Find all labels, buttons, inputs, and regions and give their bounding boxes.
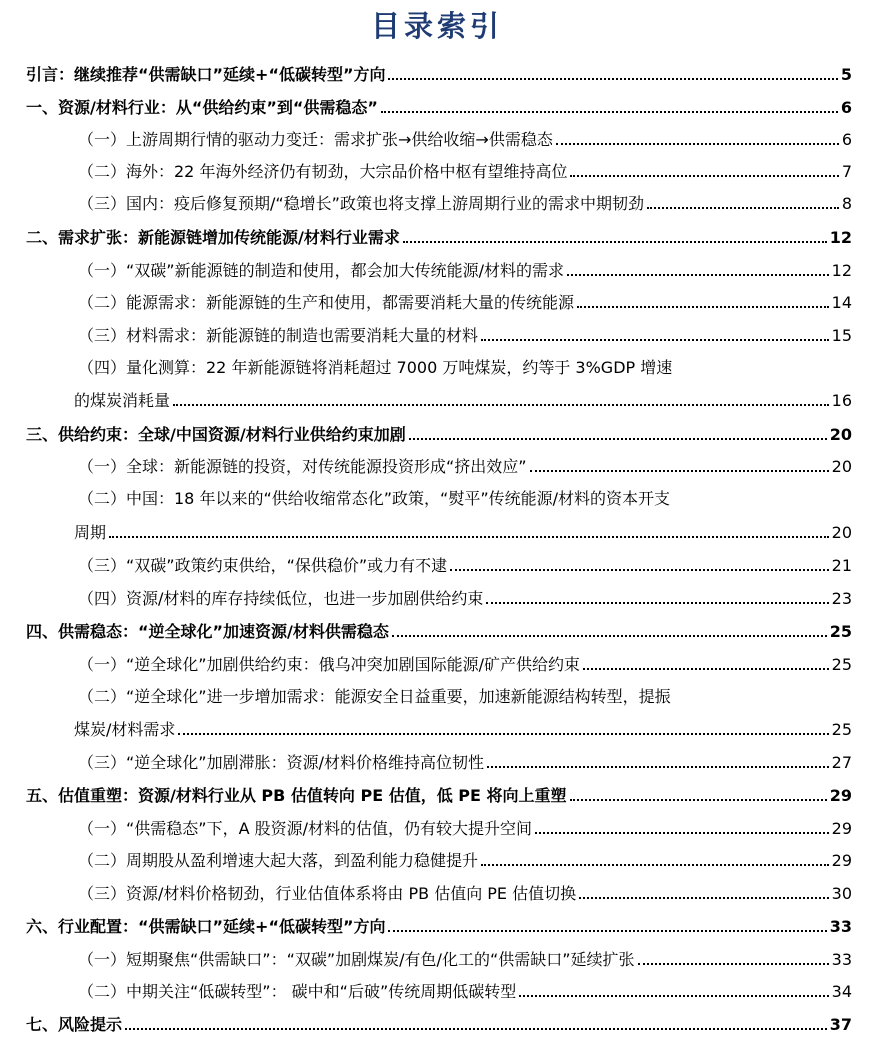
dot-leader xyxy=(481,864,829,866)
toc-page-number: 6 xyxy=(841,130,852,149)
toc-entry-text: （三）国内：疫后修复预期/“稳增长”政策也将支撑上游周期行业的需求中期韧劲 xyxy=(78,194,644,213)
toc-page-number: 29 xyxy=(829,786,852,805)
dot-leader xyxy=(535,832,829,834)
toc-entry-continuation: 煤炭/材料需求 xyxy=(74,720,176,739)
dot-leader xyxy=(647,207,839,209)
toc-entry-text: （三）资源/材料价格韧劲，行业估值体系将由 PB 估值向 PE 估值切换 xyxy=(78,884,577,903)
dot-leader xyxy=(530,470,829,472)
toc-page-number: 34 xyxy=(831,982,852,1001)
toc-entry-text: （一）“逆全球化”加剧供给约束：俄乌冲突加剧国际能源/矿产供给约束 xyxy=(78,655,580,674)
toc-entry-3-3[interactable] xyxy=(78,555,852,577)
toc-page-number: 25 xyxy=(831,655,852,674)
dot-leader xyxy=(125,1028,827,1030)
toc-page-number: 20 xyxy=(831,523,852,542)
toc-page-number: 25 xyxy=(831,720,852,739)
dot-leader xyxy=(409,438,827,440)
dot-leader xyxy=(481,339,829,341)
toc-entry-section-2[interactable] xyxy=(26,227,852,249)
toc-page-number: 37 xyxy=(829,1015,852,1034)
dot-leader xyxy=(567,274,829,276)
toc-entry-text: （一）“供需稳态”下，A 股资源/材料的估值，仍有较大提升空间 xyxy=(78,819,533,838)
dot-leader xyxy=(487,766,829,768)
toc-page-number: 15 xyxy=(831,326,852,345)
toc-entry-continuation: 的煤炭消耗量 xyxy=(74,391,171,410)
toc-entry-6-1[interactable] xyxy=(78,949,852,971)
toc-page-number: 29 xyxy=(831,819,852,838)
toc-entry-text: （二）能源需求：新能源链的生产和使用，都需要消耗大量的传统能源 xyxy=(78,293,575,312)
toc-entry-section-5[interactable] xyxy=(26,785,852,807)
toc-page-number: 20 xyxy=(829,425,852,444)
dot-leader xyxy=(178,733,828,735)
toc-entry-text: 六、行业配置：“供需缺口”延续+“低碳转型”方向 xyxy=(26,917,386,936)
toc-entry-3-4[interactable] xyxy=(78,588,852,610)
toc-entry-3-1[interactable] xyxy=(78,456,852,478)
toc-entry-text: 一、资源/材料行业：从“供给约束”到“供需稳态” xyxy=(26,98,378,117)
toc-page-number: 23 xyxy=(831,589,852,608)
toc-entry-text: 二、需求扩张：新能源链增加传统能源/材料行业需求 xyxy=(26,228,400,247)
toc-entry-2-2[interactable] xyxy=(78,292,852,314)
toc-page-number: 25 xyxy=(829,622,852,641)
dot-leader xyxy=(392,635,827,637)
toc-entry-2-4-line1[interactable]: （四）量化测算：22 年新能源链将消耗超过 7000 万吨煤炭，约等于 3%GDP 增速 xyxy=(78,358,673,377)
toc-entry-1-3[interactable] xyxy=(78,193,852,215)
toc-page-number: 27 xyxy=(831,753,852,772)
toc-entry-section-3[interactable] xyxy=(26,424,852,446)
toc-entry-4-3[interactable] xyxy=(78,752,852,774)
toc-entry-text: （四）资源/材料的库存持续低位，也进一步加剧供给约束 xyxy=(78,589,484,608)
toc-entry-continuation: 周期 xyxy=(74,523,107,542)
toc-entry-1-2[interactable] xyxy=(78,161,852,183)
toc-page-number: 33 xyxy=(831,950,852,969)
toc-entry-text: 五、估值重塑：资源/材料行业从 PB 估值转向 PE 估值，低 PE 将向上重塑 xyxy=(26,786,567,805)
toc-entry-text: （一）全球：新能源链的投资，对传统能源投资形成“挤出效应” xyxy=(78,457,527,476)
toc-entry-2-3[interactable] xyxy=(78,325,852,347)
dot-leader xyxy=(556,143,839,145)
toc-entry-5-1[interactable] xyxy=(78,818,852,840)
toc-entry-text: 三、供给约束：全球/中国资源/材料行业供给约束加剧 xyxy=(26,425,406,444)
toc-entry-text: 七、风险提示 xyxy=(26,1015,123,1034)
dot-leader xyxy=(570,799,827,801)
dot-leader xyxy=(381,111,838,113)
dot-leader xyxy=(570,175,838,177)
toc-entry-2-1[interactable] xyxy=(78,260,852,282)
toc-entry-text: （二）周期股从盈利增速大起大落，到盈利能力稳健提升 xyxy=(78,851,479,870)
toc-page-number: 21 xyxy=(831,556,852,575)
toc-entry-section-7[interactable] xyxy=(26,1014,852,1036)
dot-leader xyxy=(388,930,826,932)
toc-page-number: 30 xyxy=(831,884,852,903)
toc-entry-3-2[interactable] xyxy=(74,522,852,544)
toc-entry-text: （一）上游周期行情的驱动力变迁：需求扩张→供给收缩→供需稳态 xyxy=(78,130,553,149)
toc-entry-section-6[interactable] xyxy=(26,916,852,938)
toc-entry-text: （二）海外：22 年海外经济仍有韧劲，大宗品价格中枢有望维持高位 xyxy=(78,162,568,181)
toc-entry-intro[interactable] xyxy=(26,64,852,86)
dot-leader xyxy=(486,602,828,604)
toc-entry-4-1[interactable] xyxy=(78,654,852,676)
dot-leader xyxy=(403,241,827,243)
toc-page-number: 5 xyxy=(840,65,852,84)
toc-entry-4-2-line1[interactable]: （二）“逆全球化”进一步增加需求：能源安全日益重要，加速新能源结构转型，提振 xyxy=(78,687,671,706)
toc-entry-text: （三）“双碳”政策约束供给，“保供稳价”或力有不逮 xyxy=(78,556,448,575)
toc-page-number: 12 xyxy=(831,261,852,280)
page-title: 目录索引 xyxy=(370,9,503,43)
toc-page-number: 8 xyxy=(841,194,852,213)
toc-page-number: 29 xyxy=(831,851,852,870)
dot-leader xyxy=(109,536,829,538)
dot-leader xyxy=(577,306,829,308)
toc-page-number: 20 xyxy=(831,457,852,476)
dot-leader xyxy=(450,569,828,571)
toc-entry-text: （三）材料需求：新能源链的制造也需要消耗大量的材料 xyxy=(78,326,479,345)
toc-page-number: 7 xyxy=(841,162,852,181)
dot-leader xyxy=(519,995,828,997)
toc-page-number: 33 xyxy=(829,917,852,936)
toc-entry-3-2-line1[interactable]: （二）中国：18 年以来的“供给收缩常态化”政策，“熨平”传统能源/材料的资本开支 xyxy=(78,489,670,508)
toc-page-number: 12 xyxy=(829,228,852,247)
toc-entry-2-4[interactable] xyxy=(74,390,852,412)
toc-entry-4-2[interactable] xyxy=(74,719,852,741)
dot-leader xyxy=(388,78,837,80)
toc-entry-text: （二）中期关注“低碳转型”： 碳中和“后破”传统周期低碳转型 xyxy=(78,982,517,1001)
toc-entry-5-3[interactable] xyxy=(78,883,852,905)
dot-leader xyxy=(638,963,829,965)
toc-entry-5-2[interactable] xyxy=(78,850,852,872)
toc-entry-text: 引言：继续推荐“供需缺口”延续+“低碳转型”方向 xyxy=(26,65,386,84)
toc-page-number: 16 xyxy=(831,391,852,410)
toc-entry-text: （一）短期聚焦“供需缺口”：“双碳”加剧煤炭/有色/化工的“供需缺口”延续扩张 xyxy=(78,950,635,969)
dot-leader xyxy=(173,404,829,406)
dot-leader xyxy=(583,668,829,670)
toc-entry-text: （三）“逆全球化”加剧滞胀：资源/材料价格维持高位韧性 xyxy=(78,753,484,772)
toc-entry-text: （一）“双碳”新能源链的制造和使用，都会加大传统能源/材料的需求 xyxy=(78,261,564,280)
toc-entry-section-1[interactable] xyxy=(26,97,852,119)
toc-entry-section-4[interactable] xyxy=(26,621,852,643)
toc-page-number: 6 xyxy=(840,98,852,117)
toc-entry-6-2[interactable] xyxy=(78,981,852,1003)
toc-entry-1-1[interactable] xyxy=(78,129,852,151)
dot-leader xyxy=(579,897,829,899)
toc-entry-text: 四、供需稳态：“逆全球化”加速资源/材料供需稳态 xyxy=(26,622,389,641)
toc-page-number: 14 xyxy=(831,293,852,312)
